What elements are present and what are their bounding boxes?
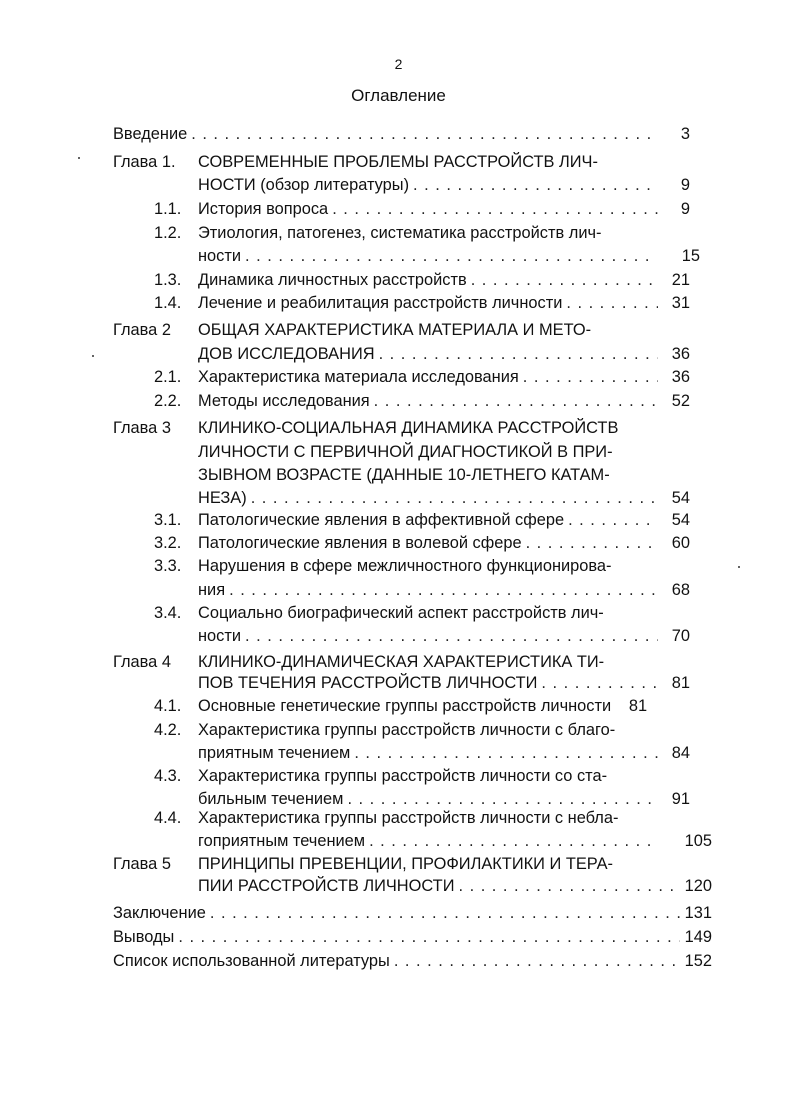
toc-entry-text: бильным течением: [198, 790, 344, 808]
toc-page-number: 9: [680, 200, 690, 218]
dot-leader: [245, 624, 658, 648]
toc-page-number: 84: [671, 744, 690, 762]
section-number: 4.4.: [154, 809, 182, 827]
toc-entry-text: Список использованной литературы: [113, 952, 390, 970]
toc-page-number: 54: [671, 489, 690, 507]
dot-leader: [471, 268, 658, 292]
dot-leader: [394, 949, 680, 973]
dot-leader: [332, 197, 658, 221]
dot-leader: [568, 508, 658, 532]
section-number: 4.3.: [154, 767, 182, 785]
toc-entry-text: НЕЗА): [198, 489, 247, 507]
toc-entry-text: Характеристика материала исследования: [198, 368, 519, 386]
dot-leader: [374, 389, 658, 413]
toc-page-number: 68: [671, 581, 690, 599]
toc-page-number: 81: [628, 697, 648, 715]
chapter-label: Глава 4: [113, 653, 171, 671]
section-number: 3.2.: [154, 534, 182, 552]
toc-page-number: 9: [680, 176, 690, 194]
page-number: 2: [394, 56, 403, 72]
toc-entry-text: Патологические явления в аффективной сфере: [198, 511, 565, 529]
toc-page-number: 15: [681, 247, 700, 265]
chapter-label: Глава 5: [113, 855, 171, 873]
toc-entry-text: приятным течением: [198, 744, 351, 762]
section-title-line[interactable]: Характеристика группы расстройств личности со ста-: [198, 767, 608, 785]
toc-page-number: 3: [680, 125, 690, 143]
dot-leader: [369, 829, 653, 853]
toc-page-number: 81: [671, 674, 690, 692]
section-number: 3.3.: [154, 557, 182, 575]
toc-page-number: 52: [671, 392, 690, 410]
chapter-title-line[interactable]: ЗЫВНОМ ВОЗРАСТЕ (ДАННЫЕ 10-ЛЕТНЕГО КАТАМ-: [198, 466, 610, 484]
toc-entry-text: НОСТИ (обзор литературы): [198, 176, 410, 194]
toc-entry-findings[interactable]: [113, 925, 712, 949]
toc-page-number: 131: [684, 904, 712, 922]
toc-entry-chapter-4[interactable]: [198, 671, 690, 695]
section-number: 4.1.: [154, 697, 182, 715]
toc-entry-chapter-5[interactable]: [198, 874, 712, 898]
toc-page-number: 21: [671, 271, 690, 289]
toc-page-number: 36: [671, 368, 690, 386]
toc-page-number: 70: [671, 627, 690, 645]
toc-entry-text: ния: [198, 581, 226, 599]
dot-leader: [245, 244, 653, 268]
chapter-title-line[interactable]: КЛИНИКО-ДИНАМИЧЕСКАЯ ХАРАКТЕРИСТИКА ТИ-: [198, 653, 605, 671]
toc-entry-text: ности: [198, 247, 242, 265]
dot-leader: [229, 578, 658, 602]
scan-speck: [738, 566, 740, 568]
section-title-line[interactable]: Социально биографический аспект расстройств лич-: [198, 604, 604, 622]
dot-leader: [178, 925, 680, 949]
toc-entry-text: Динамика личностных расстройств: [198, 271, 467, 289]
page-title: Оглавление: [351, 86, 446, 105]
chapter-label: Глава 3: [113, 419, 171, 437]
toc-page-number: 105: [684, 832, 712, 850]
section-number: 3.1.: [154, 511, 182, 529]
dot-leader: [354, 741, 658, 765]
section-number: 1.3.: [154, 271, 182, 289]
toc-page-number: 31: [671, 294, 690, 312]
toc-entry-text: Лечение и реабилитация расстройств личности: [198, 294, 563, 312]
toc-entry-intro[interactable]: [113, 122, 690, 146]
section-title-line[interactable]: Характеристика группы расстройств личности с небла-: [198, 809, 619, 827]
toc-entry-text: ности: [198, 627, 242, 645]
section-number: 4.2.: [154, 721, 182, 739]
toc-entry-chapter-3[interactable]: [198, 486, 690, 510]
toc-entry-section[interactable]: [198, 291, 690, 315]
chapter-title-line[interactable]: ЛИЧНОСТИ С ПЕРВИЧНОЙ ДИАГНОСТИКОЙ В ПРИ-: [198, 443, 613, 461]
dot-leader: [566, 291, 658, 315]
toc-entry-section[interactable]: [198, 694, 690, 718]
toc-entry-section[interactable]: [198, 244, 657, 268]
toc-entry-text: Выводы: [113, 928, 175, 946]
section-title-line[interactable]: Характеристика группы расстройств личности с благо-: [198, 721, 616, 739]
toc-entry-text: гоприятным течением: [198, 832, 366, 850]
section-number: 2.2.: [154, 392, 182, 410]
dot-leader: [458, 874, 680, 898]
chapter-title-line[interactable]: СОВРЕМЕННЫЕ ПРОБЛЕМЫ РАССТРОЙСТВ ЛИЧ-: [198, 153, 598, 171]
toc-entry-section[interactable]: [198, 531, 690, 555]
toc-entry-section[interactable]: [198, 578, 690, 602]
section-number: 1.2.: [154, 224, 182, 242]
toc-entry-section[interactable]: [198, 268, 690, 292]
toc-entry-text: История вопроса: [198, 200, 329, 218]
toc-entry-chapter-1[interactable]: [198, 173, 690, 197]
scan-speck: [92, 355, 94, 357]
dot-leader: [210, 901, 680, 925]
chapter-title-line[interactable]: ОБЩАЯ ХАРАКТЕРИСТИКА МАТЕРИАЛА И МЕТО-: [198, 321, 592, 339]
toc-entry-section[interactable]: [198, 624, 690, 648]
chapter-label: Глава 1.: [113, 153, 176, 171]
toc-entry-section[interactable]: [198, 829, 657, 853]
toc-entry-conclusion[interactable]: [113, 901, 712, 925]
toc-entry-text: Методы исследования: [198, 392, 370, 410]
toc-page-number: 36: [671, 345, 690, 363]
dot-leader: [379, 342, 658, 366]
toc-entry-section[interactable]: [198, 741, 690, 765]
chapter-label: Глава 2: [113, 321, 171, 339]
toc-entry-text: ПИИ РАССТРОЙСТВ ЛИЧНОСТИ: [198, 877, 455, 895]
toc-entry-text: Заключение: [113, 904, 206, 922]
chapter-title-line[interactable]: КЛИНИКО-СОЦИАЛЬНАЯ ДИНАМИКА РАССТРОЙСТВ: [198, 419, 619, 437]
toc-page-number: 120: [684, 877, 712, 895]
toc-entry-section[interactable]: [198, 365, 690, 389]
toc-entry-section[interactable]: [198, 389, 690, 413]
dot-leader: [541, 671, 658, 695]
toc-page-number: 60: [671, 534, 690, 552]
chapter-title-line[interactable]: ПРИНЦИПЫ ПРЕВЕНЦИИ, ПРОФИЛАКТИКИ И ТЕРА-: [198, 855, 613, 873]
toc-entry-references[interactable]: [113, 949, 712, 973]
toc-entry-text: ДОВ ИССЛЕДОВАНИЯ: [198, 345, 375, 363]
toc-entry-text: Основные генетические группы расстройств личности: [198, 697, 612, 715]
toc-page-number: 54: [671, 511, 690, 529]
toc-entry-text: ПОВ ТЕЧЕНИЯ РАССТРОЙСТВ ЛИЧНОСТИ: [198, 674, 538, 692]
section-number: 1.1.: [154, 200, 182, 218]
toc-entry-section[interactable]: [198, 508, 690, 532]
toc-page-number: 149: [684, 928, 712, 946]
toc-entry-text: Введение: [113, 125, 188, 143]
dot-leader: [526, 531, 658, 555]
dot-leader: [251, 486, 658, 510]
dot-leader: [523, 365, 658, 389]
section-title-line[interactable]: Нарушения в сфере межличностного функционирова-: [198, 557, 612, 575]
toc-page-number: 91: [671, 790, 690, 808]
toc-entry-text: Патологические явления в волевой сфере: [198, 534, 522, 552]
section-title-line[interactable]: Этиология, патогенез, систематика расстройств лич-: [198, 224, 602, 242]
toc-entry-section[interactable]: [198, 197, 690, 221]
section-number: 2.1.: [154, 368, 182, 386]
toc-page-number: 152: [684, 952, 712, 970]
dot-leader: [413, 173, 658, 197]
dot-leader: [191, 122, 658, 146]
toc-entry-chapter-2[interactable]: [198, 342, 690, 366]
section-number: 3.4.: [154, 604, 182, 622]
scan-speck: [78, 157, 80, 159]
section-number: 1.4.: [154, 294, 182, 312]
